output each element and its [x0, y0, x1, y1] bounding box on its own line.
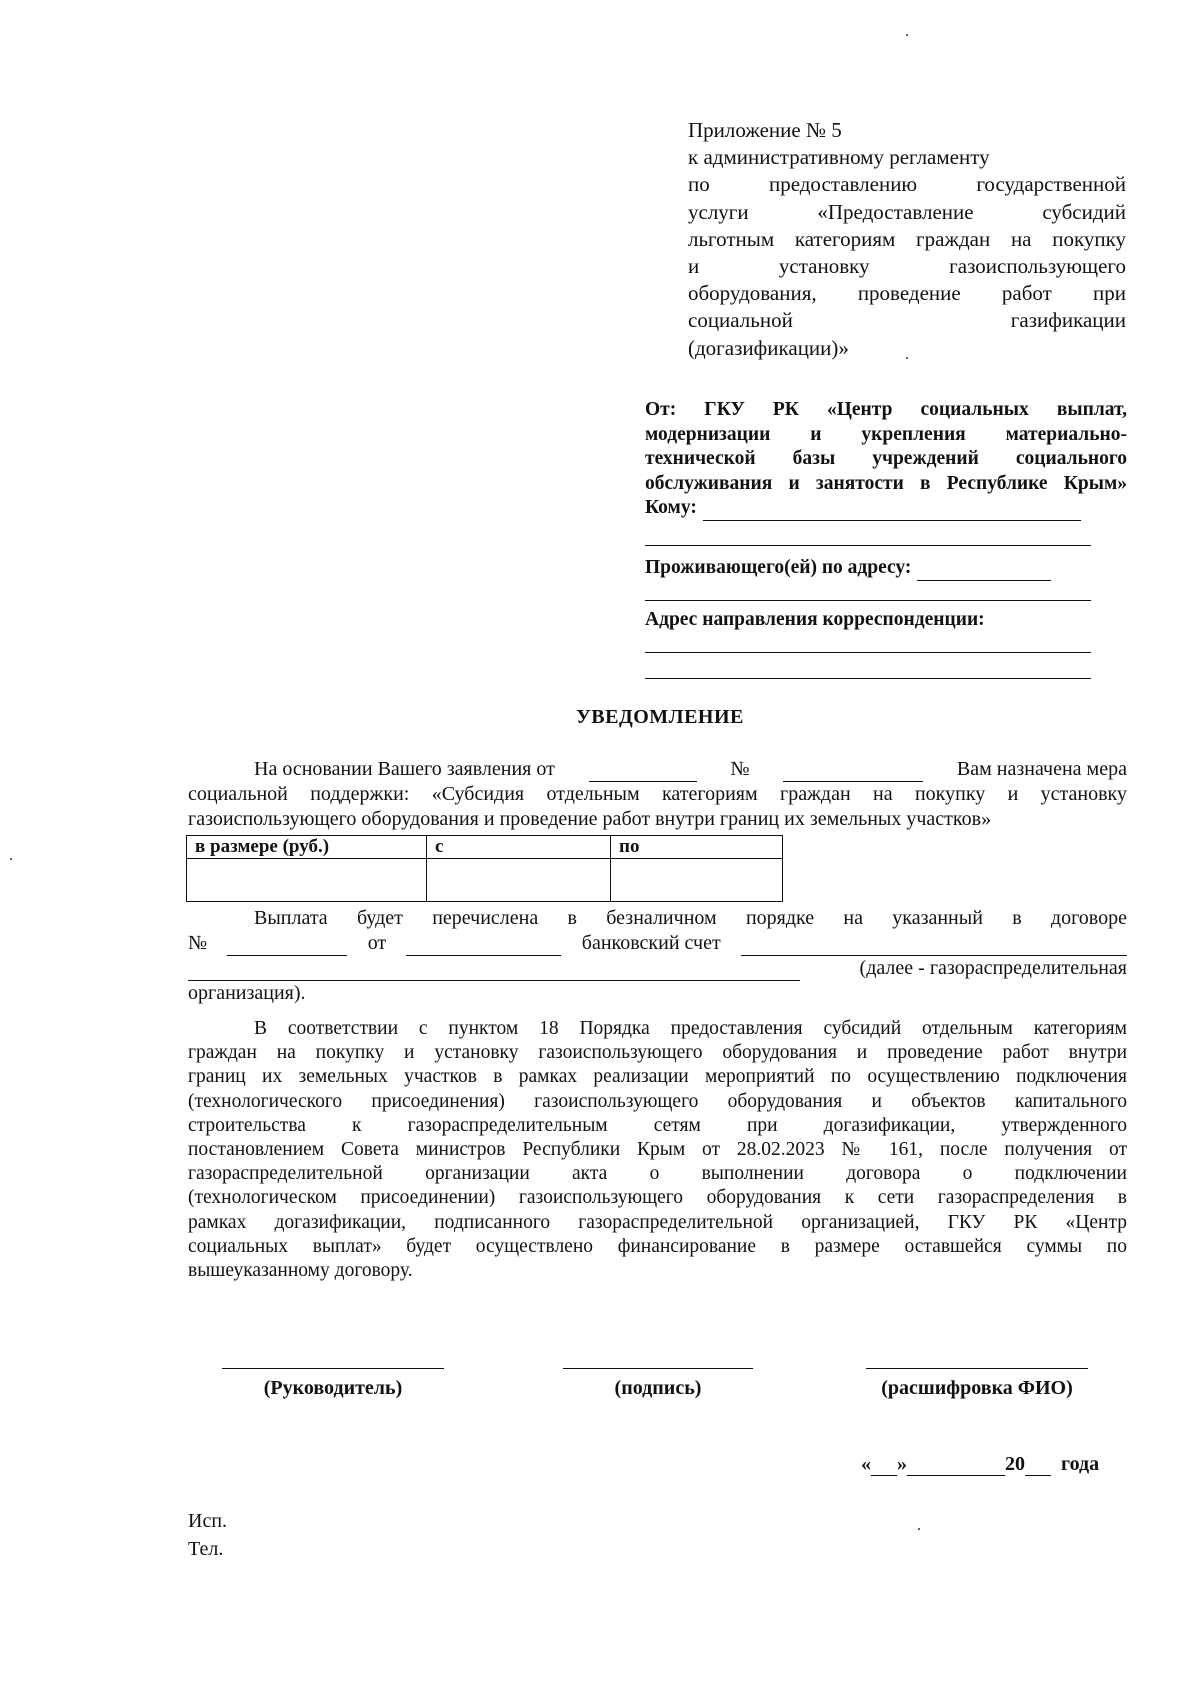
appendix-line: (догазификации)»	[688, 335, 849, 360]
account-label: банковский счет	[581, 932, 721, 954]
signature-sign-line[interactable]	[563, 1368, 753, 1369]
paragraph-line: границ их земельных участков в рамках реализации мероприятий по осуществлению подключения	[188, 1066, 1127, 1088]
paragraph-payment	[188, 906, 1127, 1006]
organization-line[interactable]	[188, 960, 800, 981]
paragraph-line: (технологическом присоединении) газоиспользующего оборудования к сети газораспределения в	[188, 1187, 1127, 1209]
to-input-line-2[interactable]	[645, 545, 1091, 546]
scan-speck	[906, 357, 908, 359]
from-line: технической базы учреждений социального	[645, 448, 1127, 469]
from-line: От: ГКУ РК «Центр социальных выплат,	[645, 399, 1127, 420]
table-cell-to[interactable]	[611, 859, 783, 902]
paragraph-line: газоиспользующего оборудования и проведение работ внутри границ их земельных участков»	[188, 808, 992, 830]
table-header-to: по	[611, 836, 783, 859]
application-number-line[interactable]	[783, 761, 923, 782]
application-date-line[interactable]	[589, 761, 697, 782]
scan-speck	[906, 34, 908, 36]
correspondence-input-line-2[interactable]	[645, 678, 1091, 679]
addressee-block	[645, 398, 1127, 521]
to-input-line[interactable]	[703, 500, 1081, 521]
paragraph-line: газораспределительной организации акта о выполнении договора о подключении	[188, 1163, 1127, 1185]
executor-label: Исп.	[188, 1510, 228, 1532]
paragraph-line: (технологического присоединения) газоиспользующего оборудования и объектов капитального	[188, 1090, 1127, 1112]
assigned-text: Вам назначена мера	[956, 758, 1127, 780]
to-field	[645, 496, 1127, 521]
contract-number-line[interactable]	[227, 935, 347, 956]
scan-speck	[918, 1528, 920, 1530]
residence-field	[645, 556, 1127, 581]
signature-sign	[563, 1368, 753, 1400]
signature-name-caption: (расшифровка ФИО)	[881, 1377, 1073, 1399]
residence-input-line-2[interactable]	[645, 600, 1091, 601]
paragraph-line: социальной поддержки: «Субсидия отдельным категориям граждан на покупку и установку	[188, 783, 1127, 805]
date-day-line[interactable]	[871, 1455, 897, 1476]
appendix-line: льготным категориям граждан на покупку	[688, 226, 1126, 251]
residence-input-line[interactable]	[917, 560, 1051, 581]
date-field	[861, 1453, 1099, 1476]
date-month-line[interactable]	[907, 1455, 1005, 1476]
from-line: модернизации и укрепления материально-	[645, 423, 1127, 445]
date-year-line[interactable]	[1025, 1455, 1051, 1476]
table-header-from: с	[427, 836, 611, 859]
footer-contacts	[188, 1507, 227, 1563]
correspondence-input-line[interactable]	[645, 652, 1091, 653]
date-year-prefix: 20	[1005, 1453, 1025, 1475]
appendix-line: услуги «Предоставление субсидий	[688, 199, 1126, 224]
paragraph-legal-basis	[188, 1017, 1127, 1283]
number-sign: №	[730, 758, 750, 780]
signature-name	[866, 1368, 1088, 1400]
basis-text: На основании Вашего заявления от	[254, 758, 555, 780]
appendix-header	[688, 117, 1126, 362]
page-title: УВЕДОМЛЕНИЕ	[576, 706, 744, 728]
phone-label: Тел.	[188, 1538, 224, 1560]
paragraph-line: строительства к газораспределительным сетям при догазификации, утвержденного	[188, 1114, 1127, 1136]
paragraph-line: В соответствии с пунктом 18 Порядка предоставления субсидий отдельным категориям	[254, 1018, 1127, 1039]
date-year-suffix: года	[1061, 1453, 1100, 1475]
paragraph-line: постановлением Совета министров Республики Крым от 28.02.2023 № 161, после получения от	[188, 1139, 1127, 1161]
paragraph-line: рамках догазификации, подписанного газораспределительной организацией, ГКУ РК «Центр	[188, 1211, 1127, 1233]
paragraph-line: граждан на покупку и установку газоиспользующего оборудования и проведение работ внутри	[188, 1042, 1127, 1064]
subsidy-table	[186, 835, 783, 902]
signature-head-line[interactable]	[222, 1368, 444, 1369]
signature-head	[222, 1368, 444, 1400]
date-close-quote: »	[897, 1453, 907, 1475]
account-line[interactable]	[741, 935, 1127, 956]
to-label: Кому:	[645, 497, 697, 518]
appendix-line: и установку газоиспользующего	[688, 254, 1126, 279]
from-line: обслуживания и занятости в Республике Крым»	[645, 472, 1127, 494]
paragraph-basis	[188, 757, 1127, 832]
paragraph-line: вышеуказанному договору.	[188, 1260, 413, 1282]
paragraph-line: Выплата будет перечислена в безналичном порядке на указанный в договоре	[254, 907, 1127, 929]
table-cell-from[interactable]	[427, 859, 611, 902]
signature-name-line[interactable]	[866, 1368, 1088, 1369]
date-open-quote: «	[861, 1453, 871, 1475]
appendix-line: по предоставлению государственной	[688, 172, 1126, 197]
contract-date-line[interactable]	[406, 935, 561, 956]
appendix-line: Приложение № 5	[688, 118, 842, 142]
signature-head-caption: (Руководитель)	[263, 1377, 403, 1399]
appendix-line: социальной газификации	[688, 308, 1126, 333]
table-cell-amount[interactable]	[187, 859, 427, 902]
correspondence-label: Адрес направления корреспонденции:	[645, 609, 985, 630]
appendix-line: оборудования, проведение работ при	[688, 281, 1126, 306]
paragraph-line: организация).	[188, 982, 306, 1004]
residence-label: Проживающего(ей) по адресу:	[645, 557, 912, 578]
paragraph-line: социальных выплат» будет осуществлено финансирование в размере оставшейся суммы по	[188, 1235, 1127, 1257]
organization-note: (далее - газораспределительная	[859, 957, 1127, 979]
table-header-amount: в размере (руб.)	[187, 836, 427, 859]
contract-number-sign: №	[188, 932, 208, 954]
signature-sign-caption: (подпись)	[614, 1377, 702, 1399]
correspondence-field	[645, 608, 1127, 633]
scan-speck	[10, 858, 12, 860]
appendix-line: к административному регламенту	[688, 145, 990, 170]
contract-from-word: от	[367, 932, 387, 954]
